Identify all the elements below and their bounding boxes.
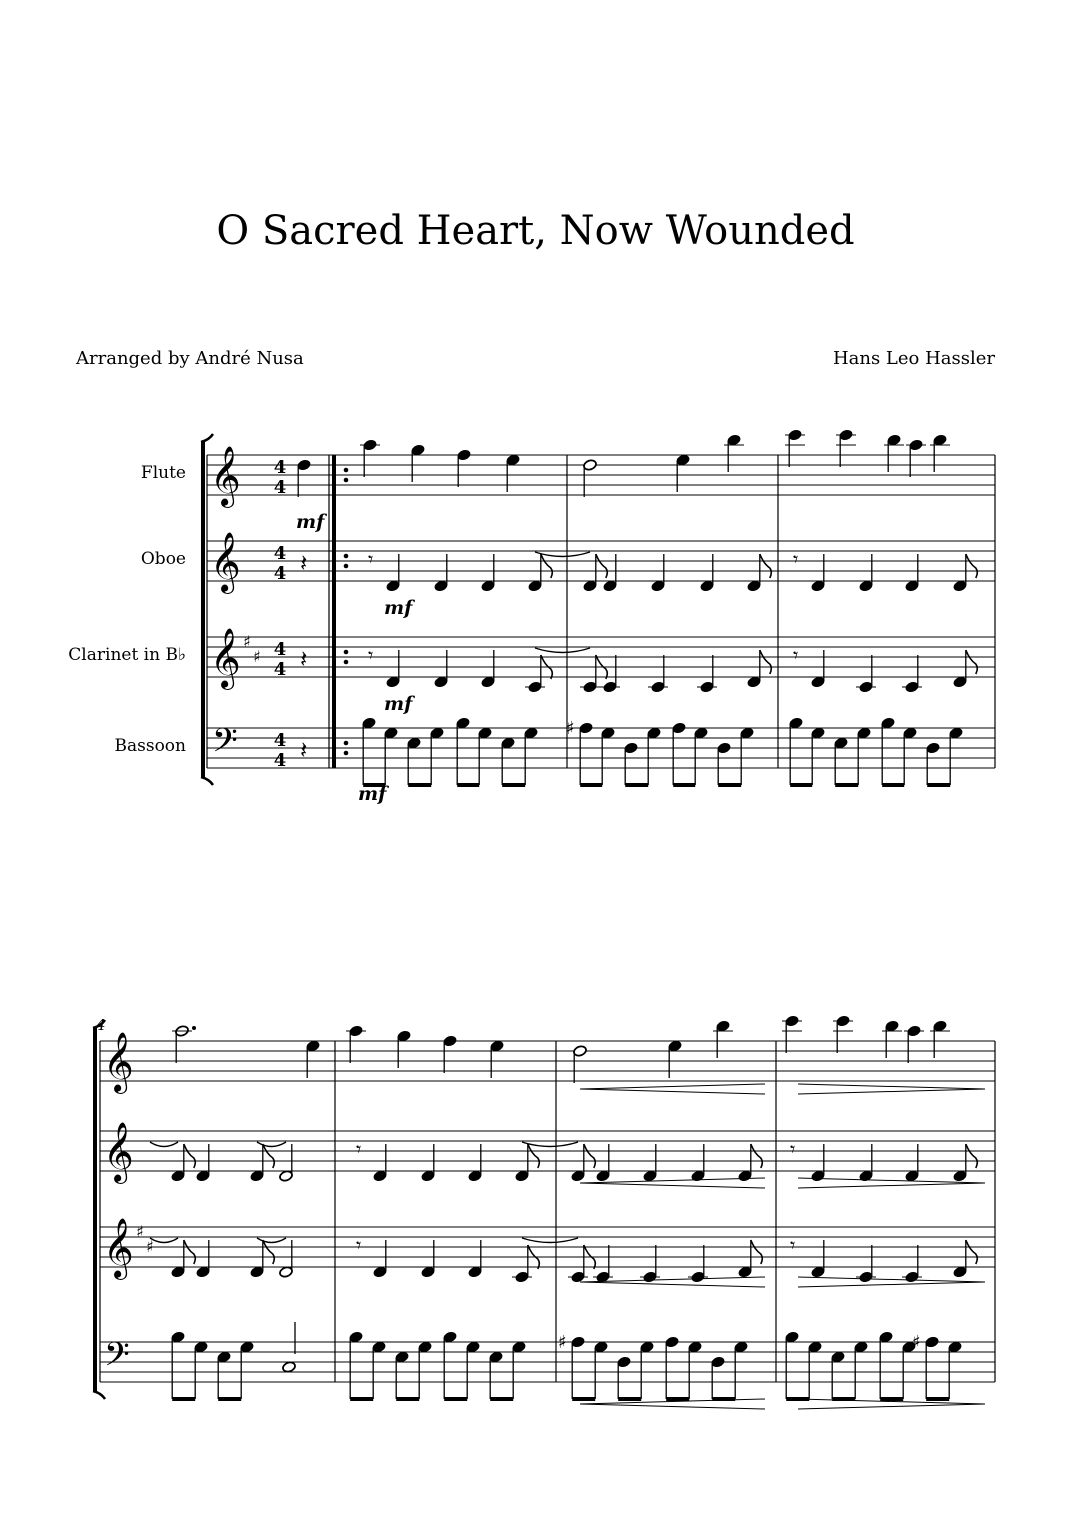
time-signature: 4 (273, 477, 287, 498)
notehead (885, 1020, 900, 1033)
beam (457, 783, 479, 787)
note-flag (966, 1240, 978, 1264)
notehead (194, 1341, 209, 1354)
system-bracket (93, 1020, 105, 1028)
eighth-rest: 𝄾 (368, 547, 374, 571)
tie (150, 1142, 178, 1147)
notehead (171, 1170, 186, 1183)
note-flag (966, 1144, 978, 1168)
repeat-dot (344, 741, 349, 746)
notehead (372, 1341, 387, 1354)
eighth-rest: 𝄾 (793, 547, 799, 571)
treble-clef: 𝄞 (103, 1218, 134, 1278)
eighth-rest: 𝄾 (793, 643, 799, 667)
bass-clef: 𝄢 (104, 1336, 130, 1382)
repeat-dot (344, 751, 349, 756)
repeat-dot (344, 650, 349, 655)
notehead (643, 1170, 658, 1183)
notehead (647, 727, 662, 740)
notehead (601, 727, 616, 740)
note-flag (584, 1144, 596, 1168)
notehead (457, 449, 472, 462)
system-bracket (201, 777, 213, 785)
notehead (603, 580, 618, 593)
notehead (217, 1351, 232, 1364)
notehead (421, 1266, 436, 1279)
notehead (948, 1341, 963, 1354)
beam (350, 1397, 373, 1401)
notehead (571, 1336, 586, 1349)
notehead (651, 580, 666, 593)
notehead (171, 1266, 186, 1279)
notehead (306, 1040, 321, 1053)
composer-credit: Hans Leo Hassler (832, 348, 995, 369)
note-flag (596, 554, 608, 578)
instrument-label-clarinet: Clarinet in B♭ (68, 645, 186, 665)
beam (790, 783, 812, 787)
notehead (738, 1266, 753, 1279)
notehead (789, 717, 804, 730)
notehead (688, 1341, 703, 1354)
notehead (857, 727, 872, 740)
quarter-rest: 𝄽 (300, 645, 308, 673)
tie (522, 1238, 578, 1243)
notehead (811, 676, 826, 689)
note-flag (263, 1144, 275, 1168)
notehead (738, 1170, 753, 1183)
beam (625, 783, 648, 787)
note-flag (528, 1144, 540, 1168)
notehead (903, 727, 918, 740)
notehead (933, 434, 948, 447)
bass-clef: 𝄢 (212, 722, 238, 768)
eighth-rest: 𝄾 (368, 643, 374, 667)
notehead (250, 1170, 265, 1183)
tie (522, 1142, 578, 1147)
key-signature: ♯ (146, 1237, 154, 1256)
dynamic-marking: mf (384, 693, 413, 715)
notehead (528, 580, 543, 593)
notehead (196, 1266, 211, 1279)
notehead (854, 1341, 869, 1354)
time-signature: 4 (273, 659, 287, 680)
notehead (573, 1045, 588, 1058)
notehead (747, 580, 762, 593)
beam (408, 783, 431, 787)
notehead (887, 434, 902, 447)
beam (666, 1397, 689, 1401)
eighth-rest: 𝄾 (356, 1233, 362, 1257)
notehead (279, 1170, 294, 1183)
score-title: O Sacred Heart, Now Wounded (216, 208, 855, 254)
notehead (785, 1331, 800, 1344)
notehead (466, 1341, 481, 1354)
notehead (250, 1266, 265, 1279)
notehead (478, 727, 493, 740)
repeat-dot (344, 468, 349, 473)
time-signature: 4 (273, 730, 287, 751)
repeat-dot (344, 554, 349, 559)
notehead (747, 676, 762, 689)
notehead (506, 454, 521, 467)
sharp-accidental: ♯ (558, 1332, 567, 1353)
tie (535, 552, 590, 557)
note-flag (541, 554, 553, 578)
notehead (811, 727, 826, 740)
augmentation-dot (192, 1026, 196, 1030)
diminuendo-hairpin (798, 1277, 985, 1282)
repeat-dot (344, 660, 349, 665)
key-signature: ♯ (136, 1222, 144, 1241)
notehead (594, 1341, 609, 1354)
notehead (579, 722, 594, 735)
beam (444, 1397, 467, 1401)
notehead (879, 1331, 894, 1344)
notehead (468, 1266, 483, 1279)
treble-clef: 𝄞 (210, 446, 241, 506)
repeat-dot (344, 478, 349, 483)
notehead (395, 1351, 410, 1364)
notehead (831, 1351, 846, 1364)
beam (927, 783, 950, 787)
note-flag (760, 650, 772, 674)
notehead (407, 737, 422, 750)
notehead (524, 727, 539, 740)
crescendo-hairpin (580, 1404, 765, 1409)
quarter-rest: 𝄽 (300, 549, 308, 577)
notehead (700, 580, 715, 593)
sharp-accidental: ♯ (912, 1332, 921, 1353)
crescendo-hairpin (580, 1183, 765, 1188)
instrument-label-bassoon: Bassoon (114, 736, 186, 756)
notehead (349, 1331, 364, 1344)
notehead (583, 580, 598, 593)
notehead (694, 727, 709, 740)
notehead (834, 737, 849, 750)
notehead (468, 1170, 483, 1183)
beam (502, 783, 525, 787)
notehead (717, 742, 732, 755)
dynamic-marking: mf (384, 597, 413, 619)
notehead (430, 727, 445, 740)
notehead (384, 727, 399, 740)
crescendo-hairpin (580, 1178, 765, 1183)
beam (572, 1397, 595, 1401)
crescendo-hairpin (580, 1282, 765, 1287)
system-bracket (93, 1391, 105, 1399)
beam (172, 1397, 195, 1401)
notehead (933, 1020, 948, 1033)
time-signature: 4 (273, 543, 287, 564)
beam (618, 1397, 641, 1401)
note-flag (966, 650, 978, 674)
notehead (386, 580, 401, 593)
notehead (640, 1341, 655, 1354)
notehead (411, 444, 426, 457)
beam (882, 783, 904, 787)
notehead (905, 1170, 920, 1183)
notehead (443, 1035, 458, 1048)
notehead (617, 1356, 632, 1369)
time-signature: 4 (273, 563, 287, 584)
notehead (489, 1351, 504, 1364)
dynamic-marking: mf (358, 783, 387, 805)
notehead (434, 676, 449, 689)
notehead (515, 1170, 530, 1183)
notehead (925, 1336, 940, 1349)
tie (150, 1238, 178, 1243)
crescendo-hairpin (580, 1089, 765, 1094)
repeat-dot (344, 564, 349, 569)
notehead (811, 1170, 826, 1183)
instrument-label-oboe: Oboe (140, 549, 186, 569)
eighth-rest: 𝄾 (790, 1137, 796, 1161)
notehead (740, 727, 755, 740)
notehead (953, 1170, 968, 1183)
notehead (418, 1341, 433, 1354)
notehead (196, 1170, 211, 1183)
notehead (734, 1341, 749, 1354)
notehead (443, 1331, 458, 1344)
notehead (282, 1361, 297, 1374)
note-flag (760, 554, 772, 578)
notehead (711, 1356, 726, 1369)
notehead (811, 1266, 826, 1279)
beam (396, 1397, 419, 1401)
arranger-credit: Arranged by André Nusa (76, 348, 304, 369)
notehead (397, 1030, 412, 1043)
beam (580, 783, 602, 787)
notehead (481, 580, 496, 593)
beam (718, 783, 741, 787)
notehead (279, 1266, 294, 1279)
measure-number: 4 (96, 1016, 106, 1034)
notehead (624, 742, 639, 755)
beam (218, 1397, 241, 1401)
note-flag (751, 1144, 763, 1168)
notehead (373, 1170, 388, 1183)
time-signature: 4 (273, 750, 287, 771)
notehead (949, 727, 964, 740)
notehead (373, 1266, 388, 1279)
diminuendo-hairpin (798, 1404, 985, 1409)
note-flag (184, 1144, 196, 1168)
tie (257, 1142, 286, 1147)
notehead (953, 580, 968, 593)
treble-clef: 𝄞 (103, 1032, 134, 1092)
note-flag (751, 1240, 763, 1264)
notehead (811, 580, 826, 593)
notehead (859, 580, 874, 593)
notehead (434, 580, 449, 593)
notehead (501, 737, 516, 750)
notehead (881, 717, 896, 730)
notehead (596, 1170, 611, 1183)
notehead (665, 1336, 680, 1349)
treble-clef: 𝄞 (210, 628, 241, 688)
notehead (421, 1170, 436, 1183)
beam (880, 1397, 903, 1401)
notehead (583, 459, 598, 472)
system-bracket (201, 434, 213, 442)
sharp-accidental: ♯ (566, 718, 575, 739)
notehead (512, 1341, 527, 1354)
instrument-label-flute: Flute (140, 463, 186, 483)
crescendo-hairpin (580, 1084, 765, 1089)
diminuendo-hairpin (798, 1084, 985, 1089)
diminuendo-hairpin (798, 1282, 985, 1287)
dynamic-marking: mf (296, 511, 325, 533)
notehead (171, 1331, 186, 1344)
beam (673, 783, 695, 787)
diminuendo-hairpin (798, 1089, 985, 1094)
notehead (490, 1040, 505, 1053)
eighth-rest: 𝄾 (790, 1233, 796, 1257)
notehead (668, 1040, 683, 1053)
notehead (905, 580, 920, 593)
treble-clef: 𝄞 (210, 532, 241, 592)
notehead (716, 1020, 731, 1033)
notehead (808, 1341, 823, 1354)
beam (490, 1397, 513, 1401)
notehead (571, 1170, 586, 1183)
tie (535, 648, 590, 653)
notehead (727, 434, 742, 447)
notehead (926, 742, 941, 755)
notehead (953, 1266, 968, 1279)
eighth-rest: 𝄾 (356, 1137, 362, 1161)
notehead (481, 676, 496, 689)
notehead (240, 1341, 255, 1354)
key-signature: ♯ (253, 647, 261, 666)
time-signature: 4 (273, 639, 287, 660)
diminuendo-hairpin (798, 1183, 985, 1188)
beam (926, 1397, 949, 1401)
note-flag (184, 1240, 196, 1264)
notehead (676, 454, 691, 467)
notehead (386, 676, 401, 689)
quarter-rest: 𝄽 (300, 736, 308, 764)
note-flag (263, 1240, 275, 1264)
note-flag (966, 554, 978, 578)
treble-clef: 𝄞 (103, 1122, 134, 1182)
time-signature: 4 (273, 457, 287, 478)
notehead (297, 459, 312, 472)
notehead (953, 676, 968, 689)
beam (835, 783, 858, 787)
key-signature: ♯ (243, 632, 251, 651)
notehead (672, 722, 687, 735)
notehead (362, 717, 377, 730)
notehead (456, 717, 471, 730)
tie (257, 1238, 286, 1243)
